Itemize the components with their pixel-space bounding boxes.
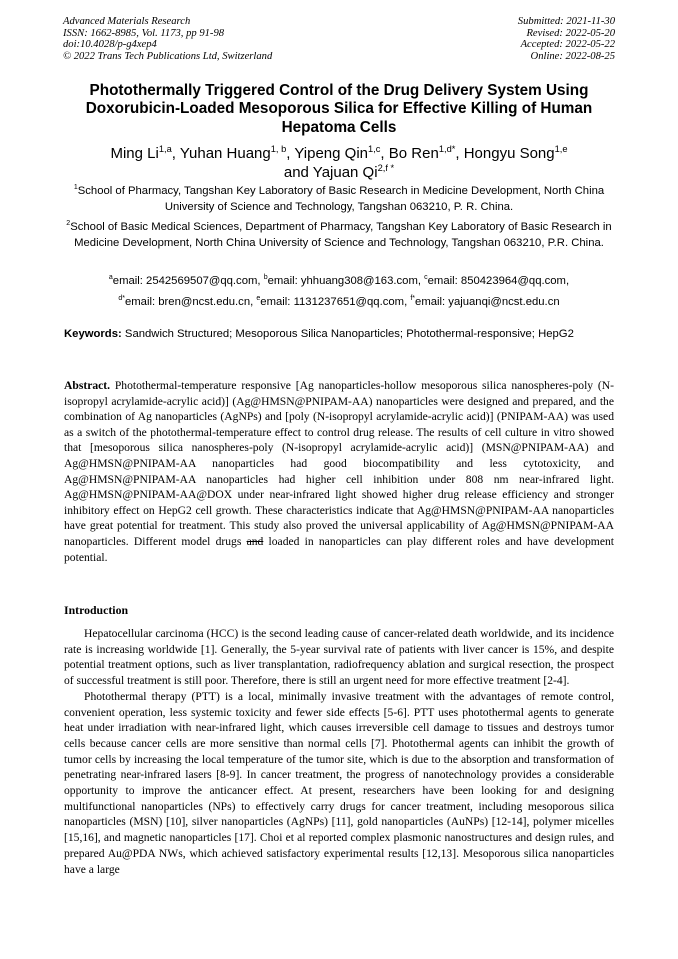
copyright-line: © 2022 Trans Tech Publications Ltd, Switzerland	[63, 51, 273, 63]
introduction-body	[64, 626, 614, 877]
email-a[interactable]: $^a$email: 2542569507@qq.com,	[108, 274, 264, 287]
author: Yipeng Qin$^{1,c}$,	[294, 144, 389, 162]
abstract	[64, 378, 614, 565]
email-e[interactable]: $^e$email: 1131237651@qq.com,	[256, 294, 411, 308]
affiliation-1: $^1$School of Pharmacy, Tangshan Key Laboratory of Basic Research in Medicine Development, North China University of Science and Technology, Tangshan 063210, P. R. China.	[73, 184, 605, 213]
email-c[interactable]: $^c$email: 850423964@qq.com,	[424, 274, 570, 287]
author: Bo Ren$^{1,d*}$,	[388, 144, 464, 162]
affiliation-2: $^2$School of Basic Medical Sciences, Department of Pharmacy, Tangshan Key Laboratory of Basic Research in Medicine Development, North China University of Science and Technology, Tangshan 063210, P.R. China.	[66, 220, 612, 249]
paper-title: Photothermally Triggered Control of the Drug Delivery System Using Doxorubicin-Loaded Mesoporous Silica for Effective Killing of Human Hepatoma Cells	[85, 82, 593, 136]
email-d[interactable]: $^{d*}$email: bren@ncst.edu.cn,	[118, 294, 257, 308]
email-f[interactable]: $^{f*}$email: yajuanqi@ncst.edu.cn	[410, 294, 560, 308]
accepted-date: Accepted: 2022-05-22	[520, 39, 615, 51]
author: Hongyu Song$^{1,e}$	[463, 144, 568, 162]
author-list	[60, 144, 618, 182]
doi-line: doi:10.4028/p-g4xep4	[63, 39, 157, 51]
author: Ming Li$^{1,a}$,	[110, 144, 180, 162]
abstract-tail: loaded in nanoparticles can play different roles and have development potential.	[64, 534, 614, 564]
author: and Yajuan $Qi^{2,f *}$	[283, 163, 395, 181]
struck-word: and	[246, 534, 264, 548]
keywords-text: Sandwich Structured; Mesoporous Silica Nanoparticles; Photothermal-responsive; HepG2	[121, 328, 574, 340]
issn-line: ISSN: 1662-8985, Vol. 1173, pp 91-98	[63, 27, 225, 39]
online-date: Online: 2022-08-25	[530, 51, 615, 63]
journal-header-left	[63, 16, 272, 63]
section-heading-introduction: Introduction	[64, 603, 129, 617]
email-b[interactable]: $^b$email: yhhuang308@163.com,	[263, 274, 425, 287]
journal-name: Advanced Materials Research	[63, 16, 191, 27]
author: Yuhan Huang$^{1, b}$,	[179, 144, 295, 162]
submitted-date: Submitted: 2021-11-30	[517, 16, 615, 27]
abstract-label: Abstract.	[64, 379, 111, 392]
abstract-text: Photothermal-temperature responsive [Ag nanoparticles-hollow mesoporous silica nanospheres-poly (N-isopropyl acrylamide-acrylic acid)] (Ag@HMSN@PNIPAM-AA) nanoparticles were designed and prepared, and the combination of Ag nanoparticles (AgNPs) and [poly (N-isopropyl acrylamide-acrylic acid)] (PNIPAM-AA) was used as a switch of the photothermal-temperature effect to control drug release. The results of cell culture in vitro showed that [mesoporous silica nanospheres-poly (N-isopropyl acrylamide-acrylic acid)] (MSN@PNIPAM-AA) and Ag@HMSN@PNIPAM-AA nanoparticles had good biocompatibility and less cytotoxicity, and Ag@HMSN@PNIPAM-AA nanoparticles had higher cell inhibition under 808 nm near-infrared light. Ag@HMSN@PNIPAM-AA@DOX under near-infrared light showed higher drug release efficiency and stronger inhibitory effect on HepG2 cell growth. These characteristics indicate that Ag@HMSN@PNIPAM-AA nanoparticles have great potential for treatment. This study also proved the universal applicability of Ag@HMSN@PNIPAM-AA nanoparticles. Different model drugs	[64, 379, 614, 548]
keywords	[64, 327, 614, 343]
revised-date: Revised: 2022-05-20	[526, 27, 615, 39]
journal-header-right	[518, 16, 615, 63]
paragraph: Photothermal therapy (PTT) is a local, minimally invasive treatment with the advantages of remote control, convenient operation, less systemic toxicity and fewer side effects [5-6]. PTT uses photothermal agents to generate heat under irradiation with near-infrared light, which causes irreversible cell damage to tissues and destroys tumor cells because cancer cells are more sensitive than normal cells [7]. Photothermal agents can inhibit the growth of tumor cells by increasing the local temperature of the tumor site, which is due to the absorption and transformation of penetrating near-infrared lasers [8-9]. In cancer treatment, the progress of nanotechnology provides a considerable opportunity to improve the anticancer effect. At present, researchers have been looking for and designing multifunctional nanoparticles (NPs) to effectively carry drugs for cancer treatment, including mesoporous silica nanoparticles (MSN) [10], silver nanoparticles (AgNPs) [11], gold nanoparticles (AuNPs) [12-14], polymer micelles [15,16], and magnetic nanoparticles [17]. Choi et al reported complex plasmonic nanostructures and design rules, and prepared Au@PDA NWs, which achieved satisfactory experimental results [12,13]. Mesoporous silica nanoparticles have a large	[64, 689, 614, 876]
keywords-label: Keywords:	[64, 328, 122, 340]
author-emails	[62, 271, 616, 312]
paragraph: Hepatocellular carcinoma (HCC) is the second leading cause of cancer-related death worldwide, and its incidence rate is increasing worldwide [1]. Generally, the 5-year survival rate of patients with liver cancer is 15%, and despite potential treatment options, such as liver transplantation, radiofrequency ablation and surgical resection, the prospect of successful treatment is still poor. Therefore, there is still an urgent need for more effective treatment [2-4].	[64, 627, 614, 688]
